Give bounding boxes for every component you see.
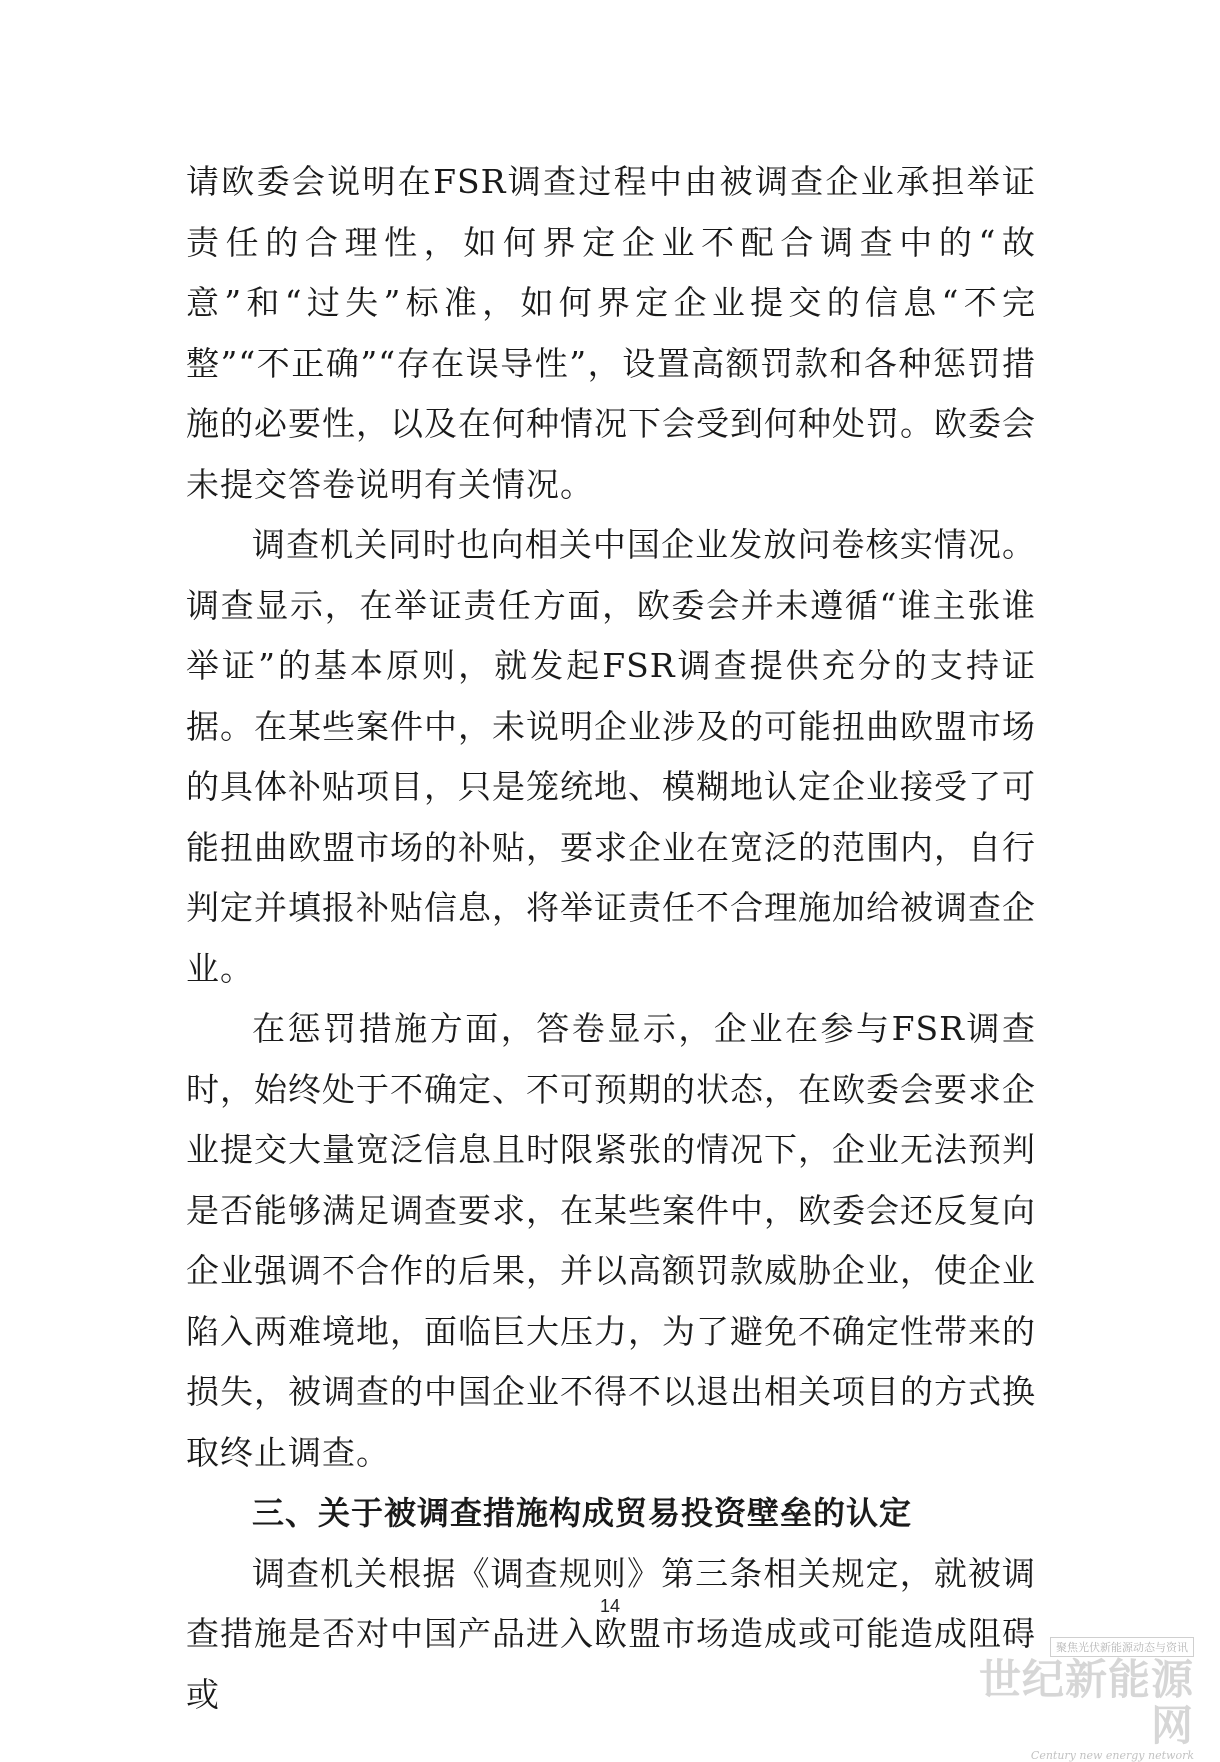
- watermark: [964, 1636, 1194, 1762]
- paragraph-4: 调查机关根据《调查规则》第三条相关规定，就被调查措施是否对中国产品进入欧盟市场造成或可能造成阻碍或: [186, 1553, 1036, 1714]
- watermark-english: Century new energy network: [1030, 1749, 1194, 1762]
- page-number: 14: [599, 1596, 621, 1616]
- paragraph-3: 在惩罚措施方面，答卷显示，企业在参与FSR调查时，始终处于不确定、不可预期的状态，在欧委会要求企业提交大量宽泛信息且时限紧张的情况下，企业无法预判是否能够满足调查要求，在某些案件中，欧委会还反复向企业强调不合作的后果，并以高额罚款威胁企业，使企业陷入两难境地，面临巨大压力，为了避免不确定性带来的损失，被调查的中国企业不得不以退出相关项目的方式换取终止调查。: [186, 1009, 1036, 1472]
- watermark-tagline: 聚焦光伏新能源动态与资讯: [1050, 1637, 1194, 1657]
- watermark-logo: 世纪新能源网: [978, 1655, 1194, 1750]
- paragraph-2: 调查机关同时也向相关中国企业发放问卷核实情况。调查显示，在举证责任方面，欧委会并未遵循“谁主张谁举证”的基本原则，就发起FSR调查提供充分的支持证据。在某些案件中，未说明企业涉及的可能扭曲欧盟市场的具体补贴项目，只是笼统地、模糊地认定企业接受了可能扭曲欧盟市场的补贴，要求企业在宽泛的范围内，自行判定并填报补贴信息，将举证责任不合理施加给被调查企业。: [186, 525, 1036, 988]
- section-heading: 三、关于被调查措施构成贸易投资壁垒的认定: [252, 1494, 913, 1532]
- paragraph-1: 请欧委会说明在FSR调查过程中由被调查企业承担举证责任的合理性，如何界定企业不配合调查中的“故意”和“过失”标准，如何界定企业提交的信息“不完整”“不正确”“存在误导性”，设置高额罚款和各种惩罚措施的必要性，以及在何种情况下会受到何种处罚。欧委会未提交答卷说明有关情况。: [186, 162, 1036, 504]
- document-body: [186, 152, 1036, 1725]
